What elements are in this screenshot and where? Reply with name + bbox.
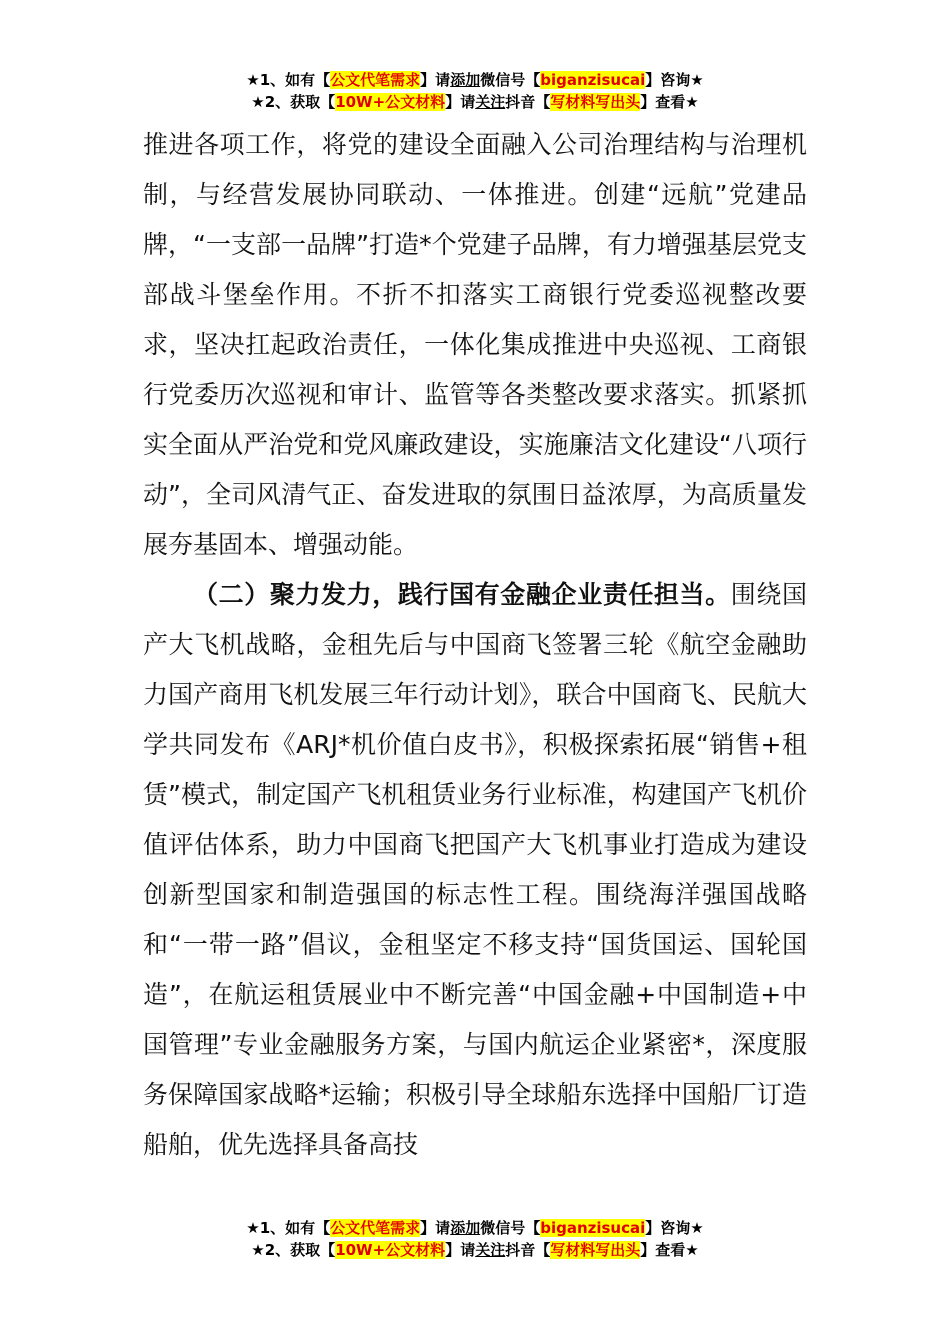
highlight-materials: 10W+公文材料 (335, 93, 446, 111)
section-heading: （二）聚力发力，践行国有金融企业责任担当。 (193, 580, 731, 609)
highlight-wechat-id: biganzisucai (540, 1219, 646, 1237)
highlight-service: 公文代笔需求 (330, 71, 421, 89)
paragraph-2-body: 围绕国产大飞机战略，金租先后与中国商飞签署三轮《航空金融助力国产商用飞机发展三年行动计划》，联合中国商飞、民航大学共同发布《ARJ*机价值白皮书》，积极探索拓展“销售+租赁”模式，制定国产飞机租赁业务行业标准，构建国产飞机价值评估体系，助力中国商飞把国产大飞机事业打造成为建设创新型国家和制造强国的标志性工程。围绕海洋强国战略和“一带一路”倡议，金租坚定不移支持“国货国运、国轮国造”，在航运租赁展业中不断完善“中国金融+中国制造+中国管理”专业金融服务方案，与国内航运企业紧密*，深度服务保障国家战略*运输；积极引导全球船东选择中国船厂订造船舶，优先选择具备高技 (143, 580, 807, 1159)
header-banner-line-2: ★2、获取【10W+公文材料】请关注抖音【写材料写出头】查看★ (251, 93, 699, 111)
highlight-service: 公文代笔需求 (330, 1219, 421, 1237)
footer-banner-line-1: ★1、如有【公文代笔需求】请添加微信号【biganzisucai】咨询★ (246, 1219, 704, 1237)
highlight-douyin-account: 写材料写出头 (550, 1241, 641, 1259)
header-banner-line-1: ★1、如有【公文代笔需求】请添加微信号【biganzisucai】咨询★ (246, 71, 704, 89)
highlight-materials: 10W+公文材料 (335, 1241, 446, 1259)
header-banner (0, 69, 950, 113)
highlight-wechat-id: biganzisucai (540, 71, 646, 89)
footer-banner (0, 1217, 950, 1261)
paragraph-1: 推进各项工作，将党的建设全面融入公司治理结构与治理机制，与经营发展协同联动、一体推进。创建“远航”党建品牌，“一支部一品牌”打造*个党建子品牌，有力增强基层党支部战斗堡垒作用。不折不扣落实工商银行党委巡视整改要求，坚决扛起政治责任，一体化集成推进中央巡视、工商银行党委历次巡视和审计、监管等各类整改要求落实。抓紧抓实全面从严治党和党风廉政建设，实施廉洁文化建设“八项行动”，全司风清气正、奋发进取的氛围日益浓厚，为高质量发展夯基固本、增强动能。 (143, 130, 807, 559)
highlight-douyin-account: 写材料写出头 (550, 93, 641, 111)
paragraph-2 (143, 570, 807, 1170)
document-body (143, 120, 807, 1170)
footer-banner-line-2: ★2、获取【10W+公文材料】请关注抖音【写材料写出头】查看★ (251, 1241, 699, 1259)
